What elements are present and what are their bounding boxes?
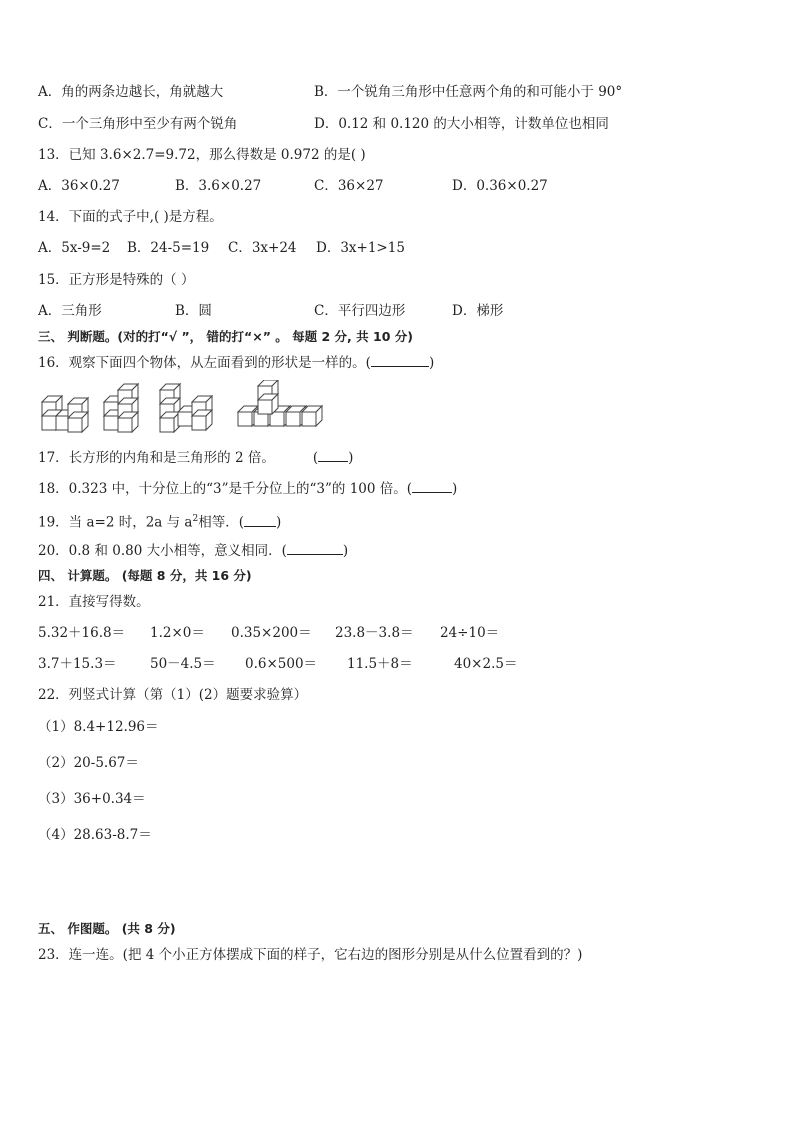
q16-text: 16．观察下面四个物体，从左面看到的形状是一样的。( xyxy=(38,355,371,371)
q19-text-b: 相等．( xyxy=(198,514,244,531)
vertical-calc-4: （4）28.63-8.7＝ xyxy=(38,827,152,843)
question-15: 15．正方形是特殊的（ ） xyxy=(38,272,195,288)
question-21: 21．直接写得数。 xyxy=(38,594,150,610)
q14-option-d: D．3x+1>15 xyxy=(316,240,405,256)
section-5-heading: 五、 作图题。 (共 8 分) xyxy=(38,921,176,936)
calc-item: 23.8－3.8＝ xyxy=(335,625,414,641)
question-13: 13．已知 3.6×2.7=9.72，那么得数是 0.972 的是( ) xyxy=(38,147,366,163)
q13-option-a: A．36×0.27 xyxy=(38,178,120,194)
q19-superscript: 2 xyxy=(192,514,199,524)
q14-option-b: B．24-5=19 xyxy=(127,240,210,256)
option-d: D．0.12 和 0.120 的大小相等，计数单位也相同 xyxy=(314,116,609,132)
q15-option-a: A．三角形 xyxy=(38,303,102,319)
q20-text: 20．0.8 和 0.80 大小相等，意义相同．( xyxy=(38,543,287,559)
cube-object-3 xyxy=(160,384,212,432)
q18-close: ) xyxy=(452,481,458,497)
question-16 xyxy=(38,353,434,372)
answer-blank[interactable] xyxy=(371,353,429,367)
question-14: 14．下面的式子中,( )是方程。 xyxy=(38,209,223,225)
calc-item: 0.6×500＝ xyxy=(245,656,318,672)
q17-close: ) xyxy=(348,450,354,466)
q19-close: ) xyxy=(276,514,282,531)
cube-figures xyxy=(38,380,328,436)
q16-close: ) xyxy=(428,355,435,371)
vertical-calc-3: （3）36+0.34＝ xyxy=(38,791,146,807)
q14-option-a: A．5x-9=2 xyxy=(38,240,111,256)
answer-blank[interactable] xyxy=(244,513,276,527)
calc-item: 3.7＋15.3＝ xyxy=(38,656,117,672)
q19-text-a: 19．当 a=2 时，2a 与 a xyxy=(38,514,193,531)
q20-close: ) xyxy=(342,543,349,559)
q13-option-c: C．36×27 xyxy=(314,178,384,194)
q17-open: ( xyxy=(312,450,319,466)
question-19 xyxy=(38,510,281,532)
option-c: C．一个三角形中至少有两个锐角 xyxy=(38,116,238,132)
q14-option-c: C．3x+24 xyxy=(228,240,297,256)
calc-item: 11.5＋8＝ xyxy=(347,656,413,672)
calc-item: 24÷10＝ xyxy=(440,625,500,641)
option-a: A．角的两条边越长，角就越大 xyxy=(38,84,224,100)
q13-option-d: D．0.36×0.27 xyxy=(452,178,548,194)
q13-option-b: B．3.6×0.27 xyxy=(175,178,262,194)
answer-blank[interactable] xyxy=(412,479,452,493)
q15-option-d: D．梯形 xyxy=(452,303,504,319)
option-b: B．一个锐角三角形中任意两个角的和可能小于 90° xyxy=(314,84,623,100)
q17-text: 17．长方形的内角和是三角形的 2 倍。 xyxy=(38,450,275,466)
cube-object-2 xyxy=(104,384,138,432)
question-17 xyxy=(38,448,353,467)
calc-item: 0.35×200＝ xyxy=(231,625,312,641)
section-3-heading: 三、 判断题。(对的打“√ ”， 错的打“×” 。 每题 2 分, 共 10 分) xyxy=(38,329,413,344)
cube-object-4 xyxy=(238,380,322,426)
question-22: 22．列竖式计算（第（1）(2）题要求验算） xyxy=(38,687,308,703)
section-4-heading: 四、 计算题。 (每题 8 分，共 16 分) xyxy=(38,568,252,583)
answer-blank[interactable] xyxy=(287,541,343,555)
q15-option-c: C．平行四边形 xyxy=(314,303,406,319)
q15-option-b: B．圆 xyxy=(175,303,212,319)
answer-blank[interactable] xyxy=(318,448,348,462)
vertical-calc-1: （1）8.4+12.96＝ xyxy=(38,719,159,735)
calc-item: 5.32＋16.8＝ xyxy=(38,625,126,641)
calc-item: 50－4.5＝ xyxy=(150,656,216,672)
question-23: 23．连一连。(把 4 个小正方体摆成下面的样子，它右边的图形分别是从什么位置看到的？) xyxy=(38,947,583,963)
question-18 xyxy=(38,479,457,498)
calc-item: 1.2×0＝ xyxy=(150,625,205,641)
calc-item: 40×2.5＝ xyxy=(454,656,518,672)
vertical-calc-2: （2）20-5.67＝ xyxy=(38,755,139,771)
cube-object-1 xyxy=(42,396,88,432)
q18-text: 18．0.323 中，十分位上的“3”是千分位上的“3”的 100 倍。( xyxy=(38,481,413,497)
question-20 xyxy=(38,541,348,560)
